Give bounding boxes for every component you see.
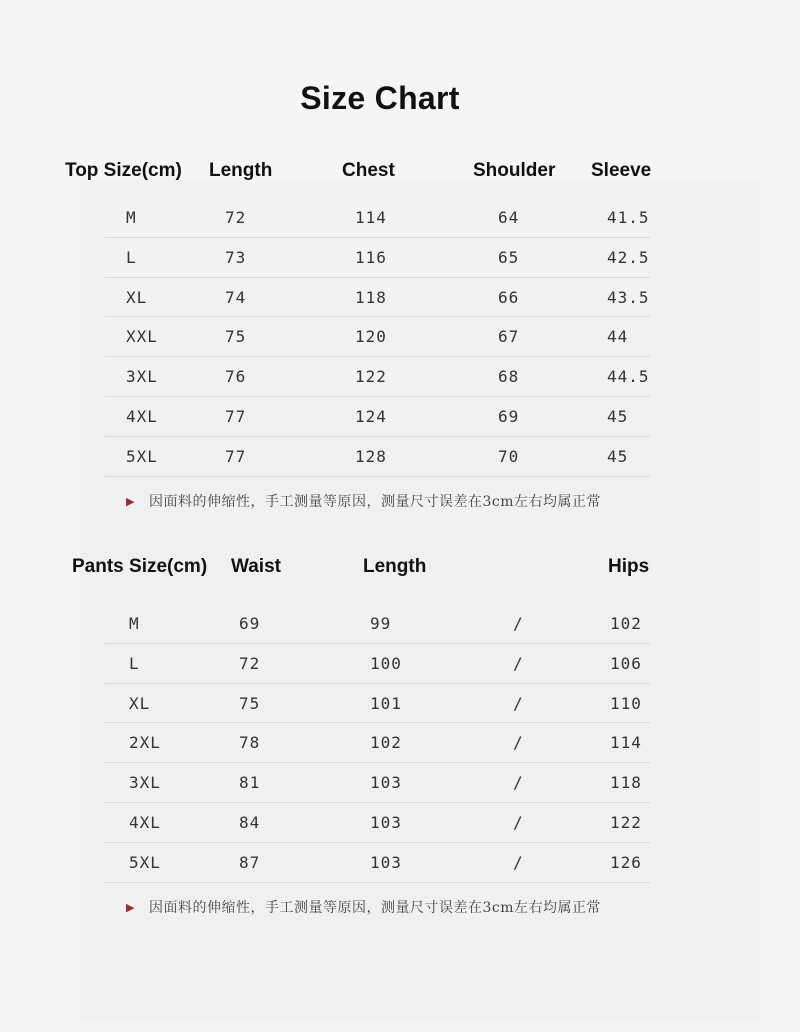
table-row (105, 644, 650, 684)
sleeve-cell: 42.5 (607, 247, 650, 267)
empty-cell: / (513, 773, 524, 793)
hips-cell: 114 (610, 733, 642, 753)
length-cell: 102 (370, 733, 402, 753)
top-table-rows (0, 198, 800, 477)
length-cell: 73 (225, 247, 247, 267)
hips-cell: 118 (610, 773, 642, 793)
size-cell: L (129, 653, 140, 673)
pants-table-header (0, 556, 800, 586)
size-cell: M (126, 208, 137, 227)
measurement-note (126, 897, 800, 917)
empty-cell: / (513, 812, 524, 832)
size-cell: L (126, 247, 137, 267)
length-cell: 103 (370, 812, 402, 832)
table-row (105, 278, 650, 318)
chest-cell: 128 (355, 446, 387, 466)
size-cell: 3XL (129, 773, 161, 793)
note-text: 因面料的伸缩性，手工测量等原因，测量尺寸误差在3cm左右均属正常 (148, 899, 601, 916)
hips-cell: 106 (610, 653, 642, 673)
chest-cell: 124 (355, 406, 387, 426)
pants-header-hips: Hips (608, 556, 650, 577)
size-cell: 3XL (126, 367, 158, 387)
length-cell: 101 (370, 693, 402, 713)
length-cell: 77 (225, 446, 247, 466)
shoulder-cell: 70 (498, 446, 520, 466)
shoulder-cell: 67 (498, 327, 520, 347)
top-header-sleeve: Sleeve (591, 160, 652, 181)
table-row (105, 843, 650, 883)
sleeve-cell: 44 (607, 327, 629, 347)
hips-cell: 122 (610, 812, 642, 832)
length-cell: 100 (370, 653, 402, 673)
length-cell: 103 (370, 852, 402, 872)
size-cell: M (129, 614, 140, 633)
chest-cell: 118 (355, 287, 387, 307)
size-cell: XL (129, 693, 151, 713)
top-header-chest: Chest (342, 160, 395, 181)
pants-header-waist: Waist (231, 556, 281, 577)
top-header-length: Length (209, 160, 273, 181)
triangle-bullet-icon: ▶ (126, 494, 135, 508)
waist-cell: 84 (239, 812, 261, 832)
length-cell: 72 (225, 208, 247, 227)
chest-cell: 120 (355, 327, 387, 347)
size-cell: XL (126, 287, 148, 307)
sleeve-cell: 43.5 (607, 287, 650, 307)
hips-cell: 110 (610, 693, 642, 713)
pants-header-length: Length (363, 556, 427, 577)
top-header-size: Top Size(cm) (65, 160, 182, 181)
table-row (105, 604, 650, 644)
empty-cell: / (513, 733, 524, 753)
hips-cell: 126 (610, 852, 642, 872)
waist-cell: 81 (239, 773, 261, 793)
pants-size-table (0, 556, 800, 917)
length-cell: 77 (225, 406, 247, 426)
size-cell: 5XL (129, 852, 161, 872)
length-cell: 103 (370, 773, 402, 793)
shoulder-cell: 69 (498, 406, 520, 426)
waist-cell: 87 (239, 852, 261, 872)
triangle-bullet-icon: ▶ (126, 900, 135, 914)
length-cell: 75 (225, 327, 247, 347)
pants-table-rows (0, 604, 800, 883)
waist-cell: 78 (239, 733, 261, 753)
length-cell: 99 (370, 614, 392, 633)
size-cell: 2XL (129, 733, 161, 753)
waist-cell: 75 (239, 693, 261, 713)
top-header-shoulder: Shoulder (473, 160, 556, 181)
sleeve-cell: 44.5 (607, 367, 650, 387)
length-cell: 76 (225, 367, 247, 387)
empty-cell: / (513, 614, 524, 633)
shoulder-cell: 64 (498, 208, 520, 227)
waist-cell: 72 (239, 653, 261, 673)
size-cell: 4XL (126, 406, 158, 426)
sleeve-cell: 45 (607, 406, 629, 426)
table-row (105, 238, 650, 278)
shoulder-cell: 68 (498, 367, 520, 387)
table-row (105, 357, 650, 397)
table-row (105, 723, 650, 763)
empty-cell: / (513, 653, 524, 673)
empty-cell: / (513, 852, 524, 872)
table-row (105, 684, 650, 724)
length-cell: 74 (225, 287, 247, 307)
sleeve-cell: 45 (607, 446, 629, 466)
shoulder-cell: 65 (498, 247, 520, 267)
empty-cell: / (513, 693, 524, 713)
pants-header-size: Pants Size(cm) (72, 556, 208, 577)
chest-cell: 114 (355, 208, 387, 227)
table-row (105, 198, 650, 238)
chest-cell: 122 (355, 367, 387, 387)
table-row (105, 437, 650, 477)
size-cell: XXL (126, 327, 158, 347)
top-size-table (0, 160, 800, 511)
table-row (105, 803, 650, 843)
table-row (105, 317, 650, 357)
shoulder-cell: 66 (498, 287, 520, 307)
size-cell: 5XL (126, 446, 158, 466)
page-title: Size Chart (300, 80, 460, 116)
size-cell: 4XL (129, 812, 161, 832)
chest-cell: 116 (355, 247, 387, 267)
waist-cell: 69 (239, 614, 261, 633)
sleeve-cell: 41.5 (607, 208, 650, 227)
top-table-header (0, 160, 800, 190)
table-row (105, 763, 650, 803)
measurement-note (126, 491, 800, 511)
hips-cell: 102 (610, 614, 642, 633)
table-row (105, 397, 650, 437)
note-text: 因面料的伸缩性，手工测量等原因，测量尺寸误差在3cm左右均属正常 (148, 493, 601, 510)
